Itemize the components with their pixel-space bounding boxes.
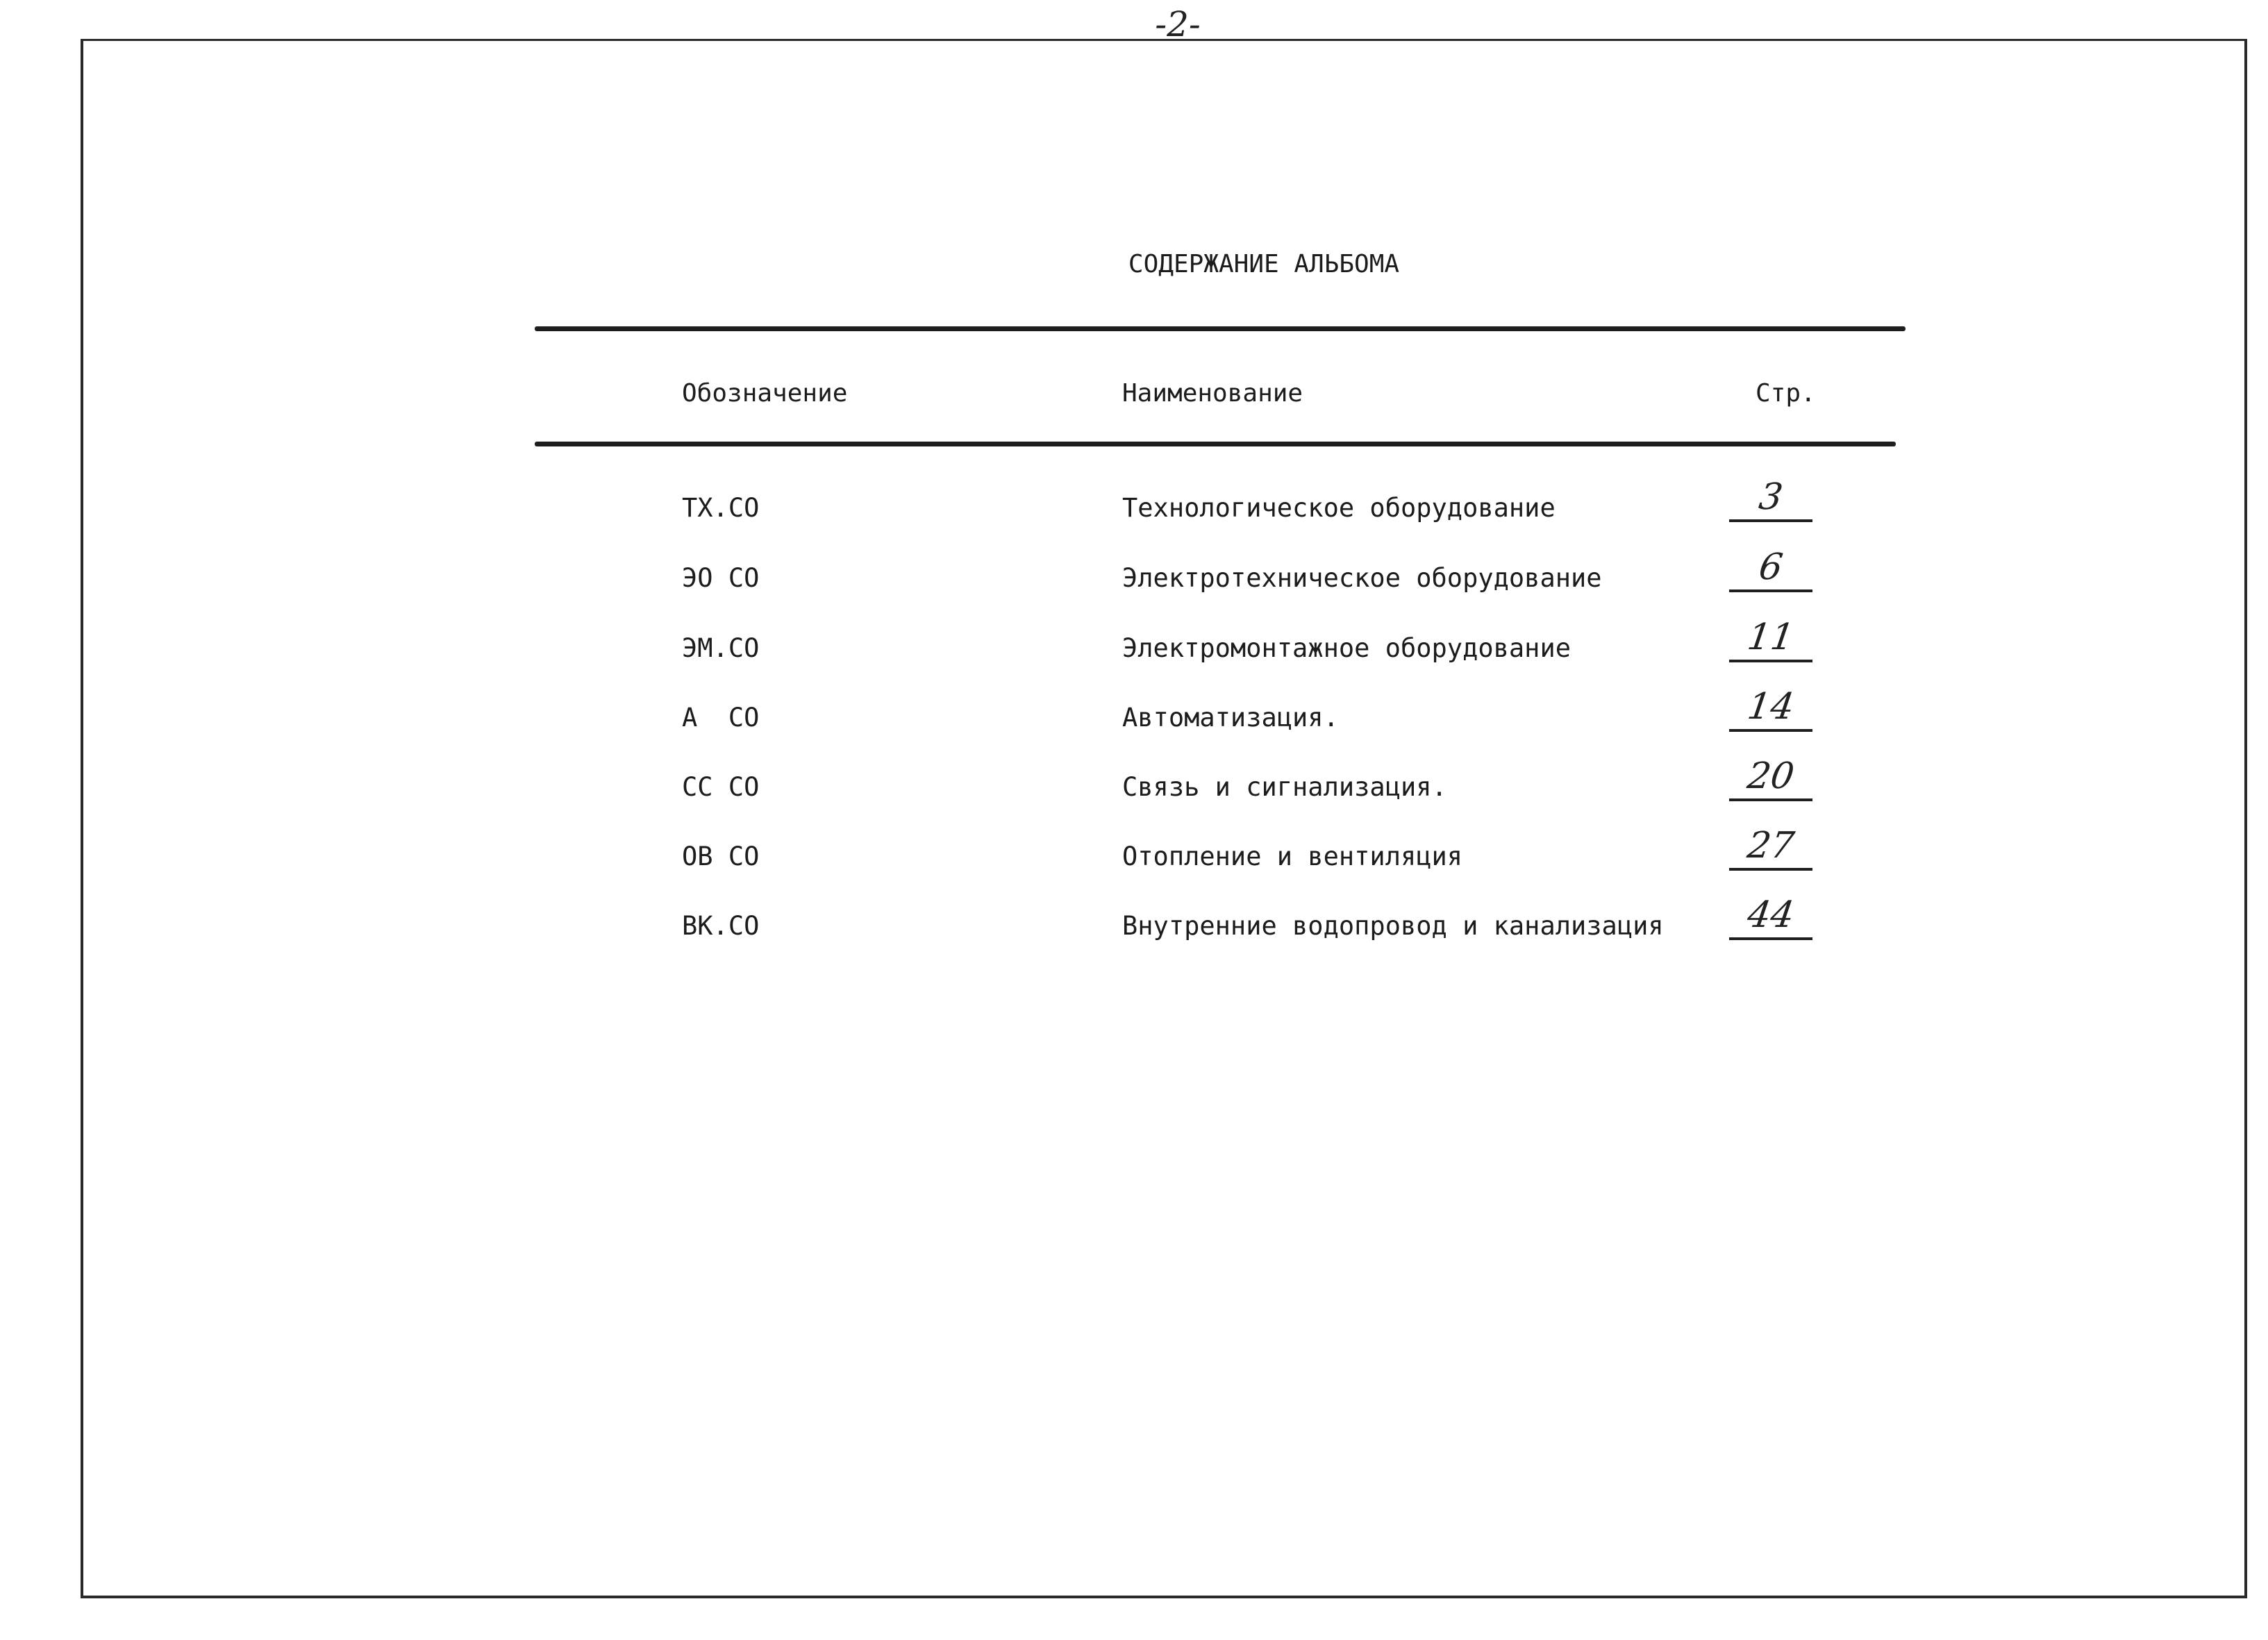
row-designation: ОВ СО: [682, 842, 760, 871]
row-designation: СС СО: [682, 772, 760, 802]
table-row: [0, 617, 2268, 703]
row-page-number: 3: [1756, 476, 1785, 518]
column-header-name: Наименование: [1122, 379, 1303, 408]
row-page-number: 11: [1744, 617, 1797, 658]
column-header-page: Стр.: [1756, 379, 1816, 408]
row-designation: ЭО СО: [682, 563, 760, 593]
table-row: [0, 686, 2268, 772]
row-name: Технологическое оборудование: [1122, 493, 1556, 523]
row-designation: ВК.СО: [682, 911, 760, 941]
row-page-number: 44: [1744, 894, 1797, 936]
row-designation: ЭМ.СО: [682, 633, 760, 663]
row-name: Связь и сигнализация.: [1122, 772, 1447, 802]
row-page-number: 14: [1744, 686, 1797, 728]
row-page-number: 27: [1744, 825, 1797, 867]
row-page-field: [1729, 541, 1812, 592]
row-designation: ТХ.СО: [682, 493, 760, 523]
row-designation: А СО: [682, 703, 760, 733]
row-name: Внутренние водопровод и канализация: [1122, 911, 1664, 941]
table-row: [0, 476, 2268, 562]
row-page-field: [1729, 680, 1812, 732]
row-name: Автоматизация.: [1122, 703, 1339, 733]
row-page-number: 6: [1756, 546, 1785, 588]
table-top-rule: [535, 326, 1906, 331]
row-page-field: [1729, 750, 1812, 801]
row-page-field: [1729, 611, 1812, 662]
document-title: СОДЕРЖАНИЕ АЛЬБОМА: [1128, 250, 1400, 278]
row-name: Электротехническое оборудование: [1122, 563, 1602, 593]
row-name: Отопление и вентиляция: [1122, 842, 1463, 871]
row-page-number: 20: [1744, 755, 1797, 797]
row-name: Электромонтажное оборудование: [1122, 633, 1571, 663]
table-header-rule: [535, 442, 1896, 446]
column-header-designation: Обозначение: [682, 379, 848, 408]
table-row: [0, 894, 2268, 980]
table-row: [0, 546, 2268, 633]
row-page-field: [1729, 889, 1812, 940]
table-row: [0, 755, 2268, 842]
row-page-field: [1729, 471, 1812, 522]
table-row: [0, 825, 2268, 911]
page-number: -2-: [1111, 4, 1244, 44]
row-page-field: [1729, 819, 1812, 871]
